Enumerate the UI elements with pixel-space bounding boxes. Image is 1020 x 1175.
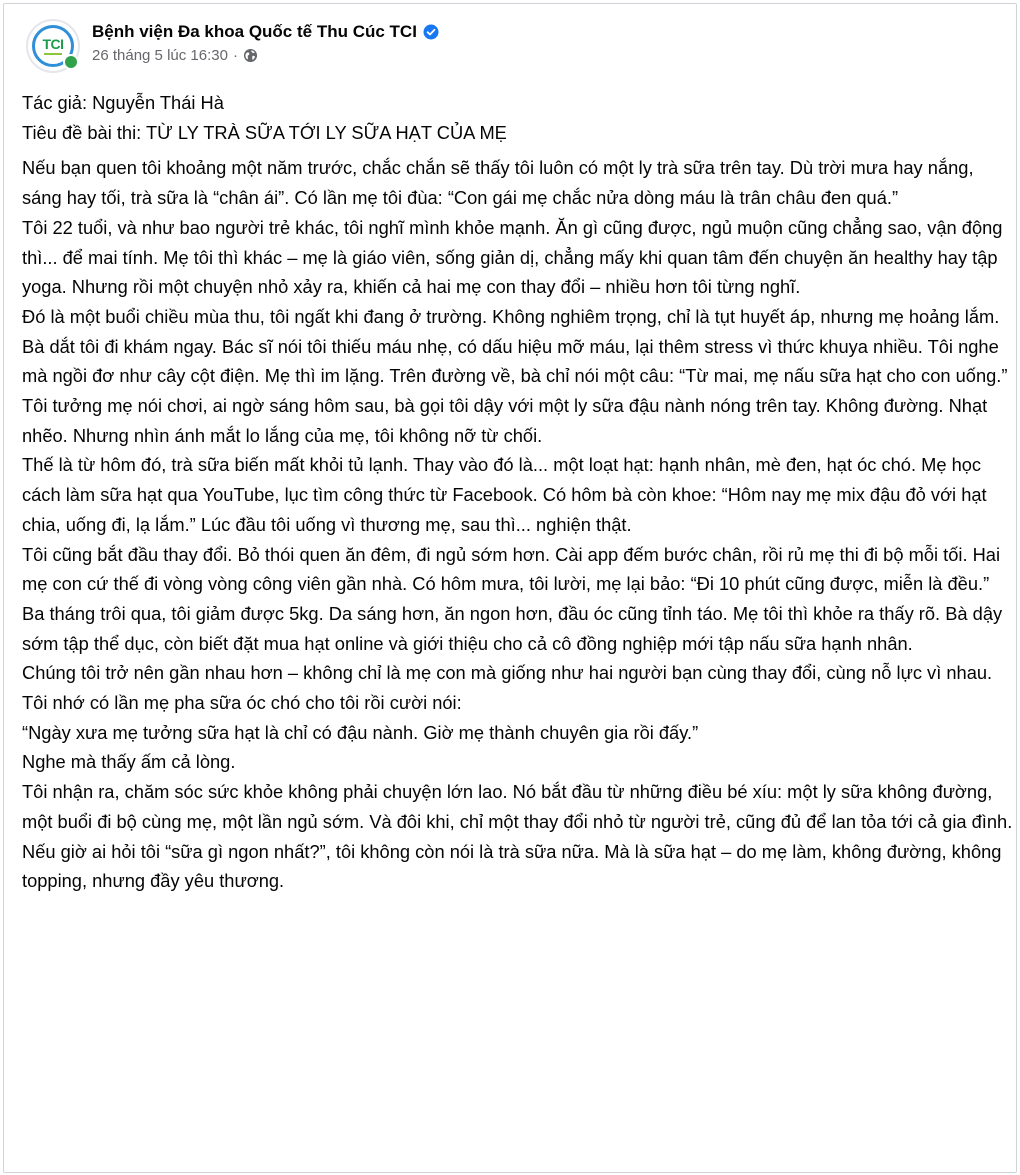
logo-underline bbox=[44, 53, 62, 55]
post-timestamp[interactable]: 26 tháng 5 lúc 16:30 bbox=[92, 47, 228, 64]
post-meta bbox=[92, 22, 439, 64]
paragraph: Chúng tôi trở nên gần nhau hơn – không chỉ là mẹ con mà giống như hai người bạn cùng thay đổi, cùng nỗ lực vì nhau. bbox=[22, 662, 993, 684]
paragraph: Ba tháng trôi qua, tôi giảm được 5kg. Da sáng hơn, ăn ngon hơn, đầu óc cũng tỉnh táo. Mẹ tôi thì khỏe ra thấy rõ. Bà dậy sớm tập thể dục, còn biết đặt mua hạt online và giới thiệu cho cả cô đồng nghiệp mới tập nấu sữa hạnh nhân. bbox=[22, 602, 1003, 654]
paragraph: Đó là một buổi chiều mùa thu, tôi ngất khi đang ở trường. Không nghiêm trọng, chỉ là tụt huyết áp, nhưng mẹ hoảng lắm. Bà dắt tôi đi khám ngay. Bác sĩ nói tôi thiếu máu nhẹ, có dấu hiệu mỡ máu, lại thêm stress vì thức khuya nhiều. Tôi nghe mà ngồi đơ như cây cột điện. Mẹ thì im lặng. Trên đường về, bà chỉ nói một câu: “Từ mai, mẹ nấu sữa hạt cho con uống.” bbox=[22, 305, 1008, 387]
logo-text: TCI bbox=[42, 36, 64, 52]
post-header bbox=[26, 19, 439, 81]
post-body bbox=[22, 88, 1014, 896]
globe-icon[interactable] bbox=[243, 48, 258, 63]
author-line: Tác giả: Nguyễn Thái Hà bbox=[22, 92, 224, 113]
separator-dot: · bbox=[232, 47, 238, 64]
paragraph: Nghe mà thấy ấm cả lòng. bbox=[22, 751, 236, 773]
paragraph: Tôi nhận ra, chăm sóc sức khỏe không phải chuyện lớn lao. Nó bắt đầu từ những điều bé xíu: một ly sữa không đường, một buổi đi bộ cùng mẹ, một lần ngủ sớm. Và đôi khi, chỉ một thay đổi nhỏ từ người trẻ, cũng đủ để lan tỏa tới cả gia đình. bbox=[22, 781, 1013, 832]
page-name-row bbox=[92, 22, 439, 42]
paragraph: Tôi 22 tuổi, và như bao người trẻ khác, tôi nghĩ mình khỏe mạnh. Ăn gì cũng được, ngủ muộn cũng chẳng sao, vận động thì... để mai tính. Mẹ tôi thì khác – mẹ là giáo viên, sống giản dị, chẳng mấy khi quan tâm đến chuyện ăn healthy hay tập yoga. Nhưng rồi một chuyện nhỏ xảy ra, khiến cả hai mẹ con thay đổi – nhiều hơn tôi từng nghĩ. bbox=[22, 216, 1003, 298]
page-name-link[interactable]: Bệnh viện Đa khoa Quốc tế Thu Cúc TCI bbox=[92, 22, 417, 41]
paragraph: Thế là từ hôm đó, trà sữa biến mất khỏi tủ lạnh. Thay vào đó là... một loạt hạt: hạnh nhân, mè đen, hạt óc chó. Mẹ học cách làm sữa hạt qua YouTube, lục tìm công thức từ Facebook. Có hôm bà còn khoe: “Hôm nay mẹ mix đậu đỏ với hạt chia, uống đi, lạ lắm.” Lúc đầu tôi uống vì thương mẹ, sau thì... nghiện thật. bbox=[22, 454, 987, 535]
paragraph: Nếu bạn quen tôi khoảng một năm trước, chắc chắn sẽ thấy tôi luôn có một ly trà sữa trên tay. Dù trời mưa hay nắng, sáng hay tối, trà sữa là “chân ái”. Có lần mẹ tôi đùa: “Con gái mẹ chắc nửa dòng máu là trân châu đen quá.” bbox=[22, 157, 974, 209]
paragraph: Tôi cũng bắt đầu thay đổi. Bỏ thói quen ăn đêm, đi ngủ sớm hơn. Cài app đếm bước chân, rồi rủ mẹ thi đi bộ mỗi tối. Hai mẹ con cứ thế đi vòng vòng công viên gần nhà. Có hôm mưa, tôi lười, mẹ lại bảo: “Đi 10 phút cũng được, miễn là đều.” bbox=[22, 543, 1001, 595]
verified-badge-icon bbox=[423, 24, 439, 40]
page-avatar[interactable] bbox=[26, 19, 80, 73]
paragraph: Nếu giờ ai hỏi tôi “sữa gì ngon nhất?”, tôi không còn nói là trà sữa nữa. Mà là sữa hạt – do mẹ làm, không đường, không topping, nhưng đầy yêu thương. bbox=[22, 840, 1002, 892]
title-line: Tiêu đề bài thi: TỪ LY TRÀ SỮA TỚI LY SỮA HẠT CỦA MẸ bbox=[22, 121, 507, 143]
paragraph: “Ngày xưa mẹ tưởng sữa hạt là chỉ có đậu nành. Giờ mẹ thành chuyên gia rồi đấy.” bbox=[22, 721, 699, 743]
post-time-row bbox=[92, 47, 439, 64]
online-status-dot bbox=[63, 54, 79, 70]
paragraph: Tôi nhớ có lần mẹ pha sữa óc chó cho tôi rồi cười nói: bbox=[22, 692, 462, 714]
post-card bbox=[3, 3, 1017, 1173]
paragraph: Tôi tưởng mẹ nói chơi, ai ngờ sáng hôm sau, bà gọi tôi dậy với một ly sữa đậu nành nóng trên tay. Không đường. Nhạt nhẽo. Nhưng nhìn ánh mắt lo lắng của mẹ, tôi không nỡ từ chối. bbox=[22, 395, 988, 446]
